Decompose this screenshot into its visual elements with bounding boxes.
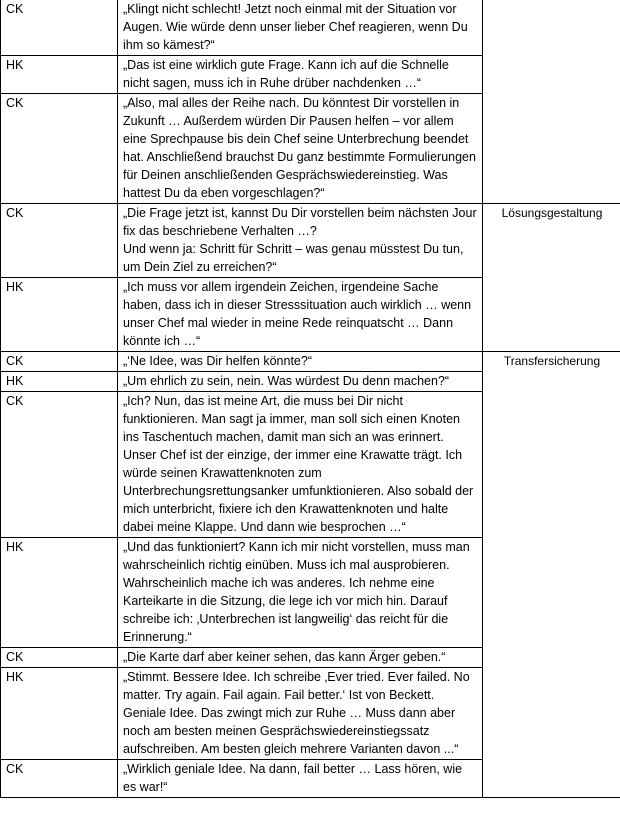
phase-label-loesungsgestaltung: Lösungsgestaltung (483, 204, 620, 352)
speaker-cell: CK (1, 0, 118, 56)
utterance-cell (118, 204, 483, 278)
table-row (1, 0, 620, 56)
utterance-cell: „Und das funktioniert? Kann ich mir nicht vorstellen, muss man wahrscheinlich richtig einüben. Muss ich mal ausprobieren. Wahrscheinlich mache ich was anderes. Ich nehme eine Karteikarte in die Sitzung, die lege ich vor mich hin. Darauf schreibe ich: ‚Unterbrechen ist langweilig‘ das reicht für die Erinnerung.“ (118, 538, 483, 648)
speaker-cell: HK (1, 372, 118, 392)
speaker-cell: HK (1, 668, 118, 760)
utterance-cell: „Also, mal alles der Reihe nach. Du könntest Dir vorstellen in Zukunft … Außerdem würden Dir Pausen helfen – vor allem eine Sprechpause bis dein Chef seine Unterbrechung beendet hat. Anschließend brauchst Du ganz bestimmte Formulierungen für Deinen anschließenden Gesprächswiedereinstieg. Was hattest Du da eben vorgeschlagen?“ (118, 94, 483, 204)
utterance-line: Und wenn ja: Schritt für Schritt – was genau müsstest Du tun, um Dein Ziel zu erreichen?“ (123, 242, 464, 274)
speaker-cell: HK (1, 56, 118, 94)
speaker-cell: CK (1, 352, 118, 372)
speaker-cell: HK (1, 278, 118, 352)
phase-cell-empty (483, 0, 620, 204)
utterance-cell: „‘Ne Idee, was Dir helfen könnte?“ (118, 352, 483, 372)
utterance-cell: „Wirklich geniale Idee. Na dann, fail better … Lass hören, wie es war!“ (118, 760, 483, 798)
speaker-cell: CK (1, 204, 118, 278)
utterance-cell: „Das ist eine wirklich gute Frage. Kann ich auf die Schnelle nicht sagen, muss ich in Ruhe drüber nachdenken …“ (118, 56, 483, 94)
phase-label-transfersicherung: Transfersicherung (483, 352, 620, 798)
speaker-cell: HK (1, 538, 118, 648)
utterance-cell: „Klingt nicht schlecht! Jetzt noch einmal mit der Situation vor Augen. Wie würde denn unser lieber Chef reagieren, wenn Du ihm so kämest?“ (118, 0, 483, 56)
utterance-cell: „Die Karte darf aber keiner sehen, das kann Ärger geben.“ (118, 648, 483, 668)
table-row (1, 204, 620, 278)
utterance-cell: „Ich muss vor allem irgendein Zeichen, irgendeine Sache haben, dass ich in dieser Stresssituation auch wirklich … wenn unser Chef mal wieder in meine Rede reinquatscht … Dann könnte ich …“ (118, 278, 483, 352)
speaker-cell: CK (1, 760, 118, 798)
utterance-cell: „Ich? Nun, das ist meine Art, die muss bei Dir nicht funktionieren. Man sagt ja immer, man soll sich einen Knoten ins Taschentuch machen, damit man sich an was erinnert. Unser Chef ist der einzige, der immer eine Krawatte trägt. Ich würde seinen Krawattenknoten zum Unterbrechungsrettungsanker umfunktionieren. Also sobald der mich unterbricht, fixiere ich den Krawattenknoten und halte dabei meine Klappe. Und dann wie besprochen …“ (118, 392, 483, 538)
speaker-cell: CK (1, 392, 118, 538)
utterance-cell: „Stimmt. Bessere Idee. Ich schreibe ‚Ever tried. Ever failed. No matter. Try again. Fail again. Fail better.‘ Ist von Beckett. Geniale Idee. Das zwingt mich zur Ruhe … Muss dann aber noch am besten meinen Gesprächswiedereinstiegssatz aufschreiben. Am besten gleich mehrere Varianten davon ...“ (118, 668, 483, 760)
table-row (1, 352, 620, 372)
utterance-line: „Die Frage jetzt ist, kannst Du Dir vorstellen beim nächsten Jour fix das beschriebene Verhalten …? (123, 206, 477, 238)
speaker-cell: CK (1, 94, 118, 204)
utterance-cell: „Um ehrlich zu sein, nein. Was würdest Du denn machen?“ (118, 372, 483, 392)
speaker-cell: CK (1, 648, 118, 668)
